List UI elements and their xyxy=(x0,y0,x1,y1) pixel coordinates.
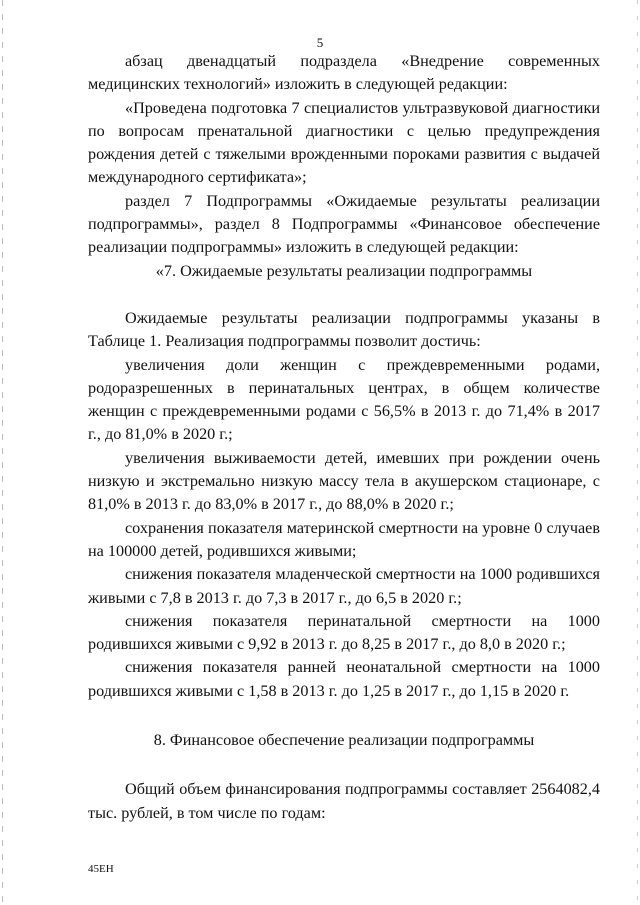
paragraph: «Проведена подготовка 7 специалистов ультразвуковой диагностики по вопросам пренатальной диагностики с целью предупреждения рождения детей с тяжелыми врожденными пороками развития с выдачей международного сертификата»; xyxy=(88,98,600,187)
paragraph: Ожидаемые результаты реализации подпрограммы указаны в Таблице 1. Реализация подпрограммы позволит достичь: xyxy=(88,308,600,351)
spacer xyxy=(88,283,600,307)
paragraph: сохранения показателя материнской смертности на уровне 0 случаев на 100000 детей, родившихся живыми; xyxy=(88,518,600,560)
spacer xyxy=(88,703,600,729)
paragraph: увеличения доли женщин с преждевременными родами, родоразрешенных в перинатальных центрах, в общем количестве женщин с преждевременными родами с 56,5% в 2013 г. до 71,4% в 2017 г., до 81,0% в 2020 г.; xyxy=(88,355,600,444)
section-7-heading: «7. Ожидаемые результаты реализации подпрограммы xyxy=(155,261,533,280)
paragraph: снижения показателя младенческой смертности на 1000 родившихся живыми с 7,8 в 2013 г. до 7,3 в 2017 г., до 6,5 в 2020 г.; xyxy=(88,565,600,607)
scan-edge xyxy=(2,0,3,905)
paragraph: снижения показателя перинатальной смертности на 1000 родившихся живыми с 9,92 в 2013 г. до 8,25 в 2017 г., до 8,0 в 2020 г.; xyxy=(88,611,600,654)
page-number: 5 xyxy=(316,35,324,50)
scan-edge xyxy=(637,0,638,905)
footer-code: 45ЕН xyxy=(88,863,114,875)
paragraph: раздел 7 Подпрограммы «Ожидаемые результаты реализации подпрограммы», раздел 8 Подпрограммы «Финансовое обеспечение реализации подпрограммы» изложить в следующей редакции: xyxy=(88,191,600,257)
paragraph: Общий объем финансирования подпрограммы составляет 2564082,4 тыс. рублей, в том числе по годам: xyxy=(88,780,600,822)
paragraph: снижения показателя ранней неонатальной смертности на 1000 родившихся живыми с 1,58 в 2013 г. до 1,25 в 2017 г., до 1,15 в 2020 г. xyxy=(88,658,600,700)
spacer xyxy=(88,752,600,778)
paragraph: абзац двенадцатый подраздела «Внедрение современных медицинских технологий» изложить в следующей редакции: xyxy=(88,52,600,94)
section-8-heading: 8. Финансовое обеспечение реализации подпрограммы xyxy=(153,731,535,750)
document-body xyxy=(88,50,600,825)
paragraph: увеличения выживаемости детей, имевших при рождении очень низкую и экстремально низкую массу тела в акушерском стационаре, с 81,0% в 2013 г. до 83,0% в 2017 г., до 88,0% в 2020 г.; xyxy=(88,448,600,514)
